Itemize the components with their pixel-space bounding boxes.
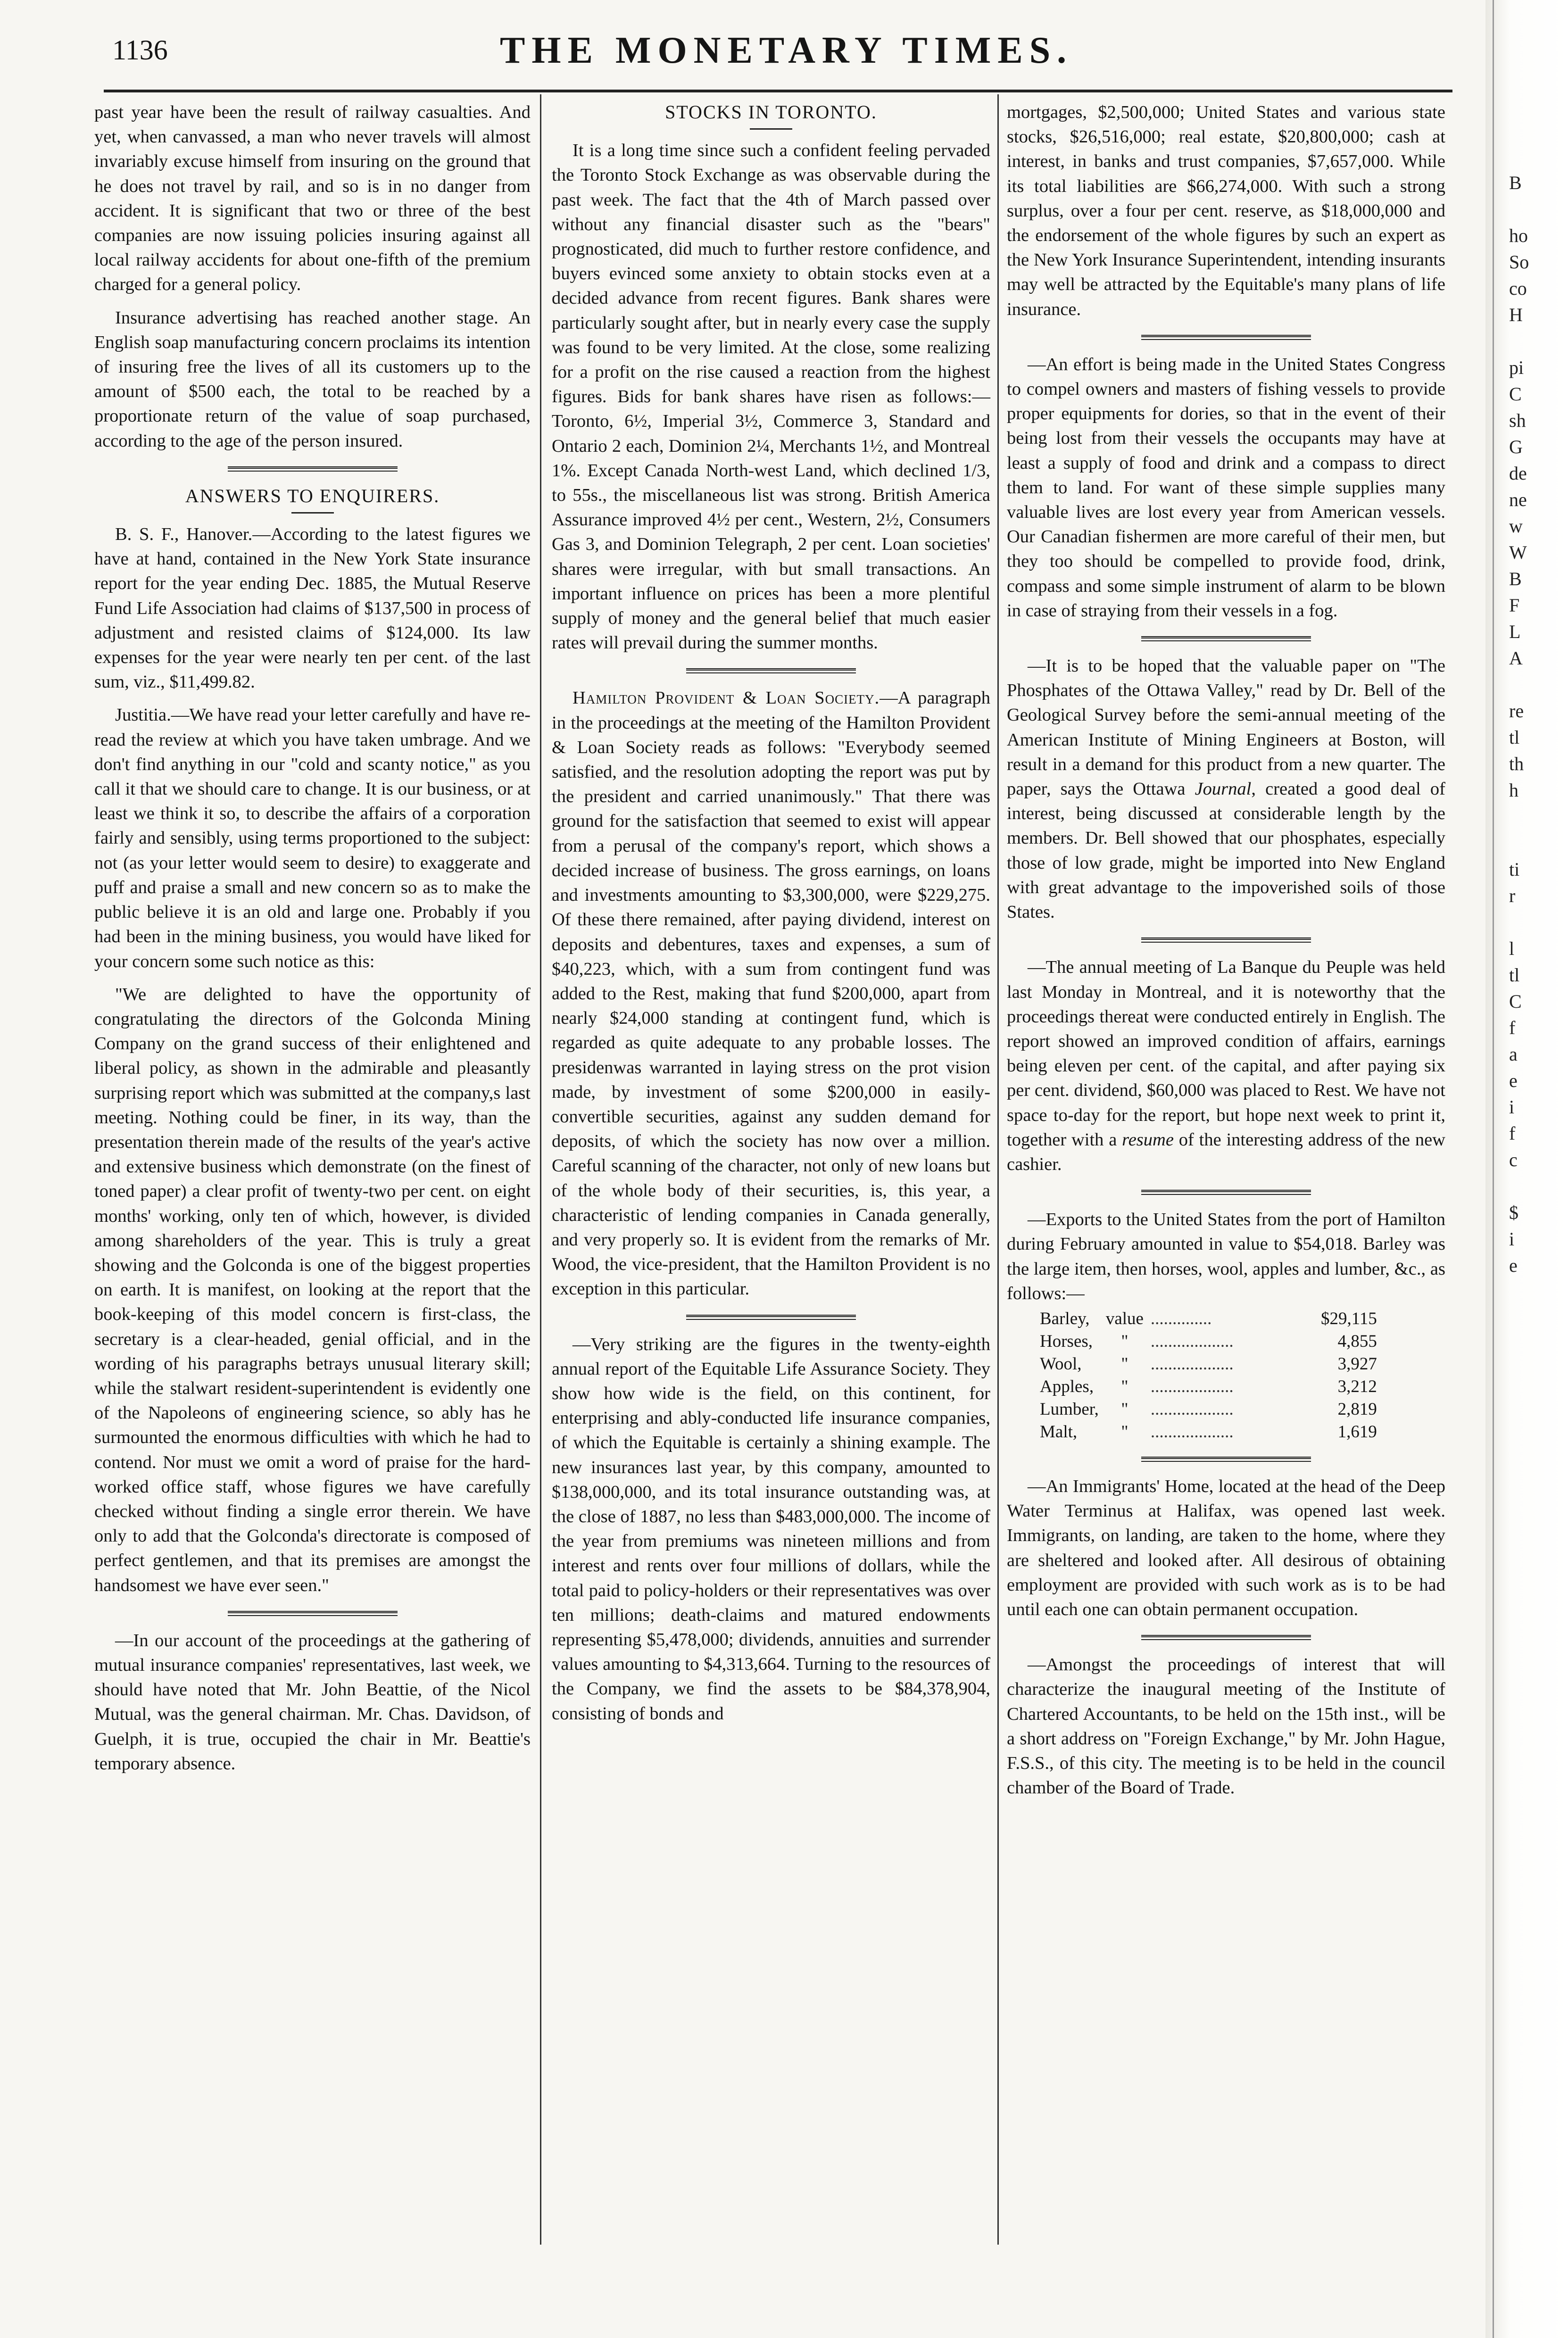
export-qualifier: " [1121,1399,1128,1419]
column-divider [540,94,541,2245]
edge-fragment: A [1509,647,1523,669]
section-separator [1141,1190,1311,1195]
paragraph-lead: Hamilton Provident & Loan Society. [572,688,880,708]
table-row [1040,1308,1377,1330]
edge-fragment: So [1509,251,1529,273]
export-qualifier: " [1121,1376,1128,1396]
paragraph: Justitia.—We have read your letter carefully and have re-read the review at which you have taken umbrage. And we don't find anything in our "cold and scanty notice," as you call it that we should care to change. It is our business, or at least we think it so, to describe the affairs of a corporation fairly and sensibly, using terms proportioned to the subject: not (as your letter would seem to desire) to exaggerate and puff and praise a small and new concern so as to make the public believe it is an old and large one. Probably if you had been in the mining business, you would have liked for your concern some such notice as this: [94,705,531,971]
edge-fragment: f [1509,1017,1516,1038]
export-amount: 1,619 [1337,1422,1377,1442]
edge-fragment: th [1509,753,1524,774]
paragraph: —Amongst the proceedings of interest that will characterize the inaugural meeting of the Institute of Chartered Accountants, to be held on the 15th inst., will be a short address on "Foreign Exchange," by Mr. John Hague, F.S.S., of this city. The meeting is to be held in the council chamber of the Board of Trade. [1007,1655,1445,1798]
paragraph [552,686,990,1301]
export-item: Horses, [1040,1331,1093,1351]
section-separator [1141,335,1311,340]
edge-fragment: B [1509,172,1522,193]
edge-fragment: l [1509,938,1515,959]
paragraph [1007,654,1445,924]
paragraph: —An Immigrants' Home, located at the head of the Deep Water Terminus at Halifax, was opened last week. Immigrants, on landing, are taken to the home, where they are sheltered and looked after. All desirous of obtaining employment are provided with such work as is to be had until each one can obtain permanent occupation. [1007,1476,1445,1619]
export-amount: 3,212 [1337,1376,1377,1396]
paragraph: —An effort is being made in the United States Congress to compel owners and masters of fishing vessels to provide proper equipments for dories, so that in the event of their being lost from their vessels the occupants may have at least a supply of food and drink and a compass to direct them to land. For want of these simple supplies many valuable lives are lost every year from American vessels. Our Canadian fishermen are more careful of their men, but they too should be compelled to provide food, drink, compass and some simple instrument of alarm to be blown in case of straying from their vessels in a fog. [1007,354,1445,621]
export-item: Malt, [1040,1422,1078,1442]
edge-fragment: ti [1509,859,1520,880]
leader-dots: ................... [1150,1354,1234,1374]
edge-fragment: C [1509,991,1522,1012]
page-number: 1136 [112,34,168,66]
edge-fragment [1509,830,1566,856]
edge-fragment: i [1509,1096,1515,1118]
section-separator [686,668,856,673]
paragraph [1007,955,1445,1177]
section-separator [1141,1457,1311,1462]
edge-fragment: L [1509,621,1521,642]
edge-fragment [1509,804,1566,830]
edge-fragment: C [1509,383,1522,405]
table-row [1040,1376,1377,1398]
leader-dots: ................... [1150,1399,1234,1419]
edge-fragment: i [1509,1228,1515,1250]
export-item: Lumber, [1040,1399,1099,1419]
paragraph: —In our account of the proceedings at the gathering of mutual insurance companies' representatives, last week, we should have noted that Mr. John Beattie, of the Nicol Mutual, was the general chairman. Mr. Chas. Davidson, of Guelph, it is true, occupied the chair in Mr. Beattie's temporary absence. [94,1630,531,1774]
edge-fragment: $ [1509,1202,1518,1223]
edge-fragment: a [1509,1044,1518,1065]
section-heading: STOCKS IN TORONTO. [665,101,877,123]
section-separator [1141,1635,1311,1640]
edge-fragment: de [1509,463,1527,484]
paragraph: B. S. F., Hanover.—According to the latest figures we have at hand, contained in the New York State insurance report for the year ending Dec. 1885, the Mutual Reserve Fund Life Association had claims of $137,500 in process of adjustment and resisted claims of $124,000. Its law expenses for the year were nearly ten per cent. of the last sum, viz., $11,499.82. [94,524,531,692]
paragraph: "We are delighted to have the opportunity of congratulating the directors of the Golconda Mining Company on the grand success of their enlightened and liberal policy, as shown in the admirable and pleasantly surprising report which was submitted at the company,s last meeting. Nothing could be finer, in its way, than the presentation therein made of the results of the year's active and extensive business which demonstrate (on the finest of toned paper) a clear profit of twenty-two per cent. on eight months' working, only ten of which, however, is divided among shareholders of the year. This is truly a great showing and the Golconda is one of the biggest properties on earth. It is manifest, on looking at the report that the book-keeping of this model concern is first-class, the secretary is a clear-headed, genial official, and in the wording of his paragraphs betrays unusual literary skill; while the stalwart resident-superintendent is evidently one of the Napoleons of engineering science, so ably has he surmounted the enormous difficulties with which he had to contend. Nor must we omit a word of praise for the hard-worked office staff, whose figures we have carefully checked without finding a single error therein. We have only to add that the Golconda's directorate is composed of perfect gentlemen, and that its premises are amongst the handsomest we have ever seen." [94,984,531,1595]
edge-fragment [1509,672,1566,698]
edge-fragment: H [1509,304,1523,325]
section-separator [1141,636,1311,641]
edge-fragment [1509,1173,1566,1200]
paragraph-text: of the interesting address of the new cashier. [1007,1129,1445,1174]
table-row [1040,1353,1377,1376]
leader-dots: ................... [1150,1376,1234,1396]
export-qualifier: value [1105,1309,1144,1328]
table-row [1040,1398,1377,1421]
table-row [1040,1421,1377,1443]
edge-fragment: tl [1509,964,1520,986]
edge-fragment [1509,328,1566,355]
adjacent-page-fragments [1509,170,1566,1279]
edge-fragment: sh [1509,410,1526,431]
heading-rule [750,128,792,130]
paragraph: —Very striking are the figures in the twenty-eighth annual report of the Equitable Life Assurance Society. They show how wide is the field, on this continent, for enterprising and ably-conducted life insurance companies, of which the Equitable is certainly a shining example. The new insurances last year, by this company, amounted to $138,000,000, and its total insurance outstanding was, at the close of 1887, no less than $483,000,000. The income of the year from premiums was nineteen millions and from interest and rents over four millions of dollars, while the total paid to policy-holders or their representatives was over ten millions; death-claims and matured endowments representing $5,478,000; dividends, annuities and surrender values amounting to $4,313,664. Turning to the resources of the Company, we find the assets to be $84,378,904, consisting of bonds and [552,1334,990,1724]
export-item: Wool, [1040,1354,1082,1374]
section-separator [1141,937,1311,943]
italic-text: resume [1122,1129,1174,1150]
heading-rule [291,512,334,514]
edge-fragment: G [1509,436,1523,457]
edge-fragment: W [1509,542,1527,563]
edge-fragment: e [1509,1255,1518,1276]
paragraph-text: —The annual meeting of La Banque du Peuple was held last Monday in Montreal, and it is noteworthy that the proceedings thereat were conducted entirely in English. The report showed an improved condition of affairs, earnings being eleven per cent. of the capital, and after paying six per cent. dividend, $60,000 was placed to Rest. We have not space to-day for the report, but hope next week to print it, together with a [1007,957,1445,1150]
leader-dots: .............. [1150,1309,1212,1328]
edge-fragment: e [1509,1070,1518,1091]
export-qualifier: " [1121,1331,1128,1351]
export-item: Barley, [1040,1309,1090,1328]
edge-fragment: ho [1509,225,1528,246]
edge-fragment: F [1509,595,1520,616]
paragraph: —Exports to the United States from the port of Hamilton during February amounted in value to $54,018. Barley was the large item, then horses, wool, apples and lumber, &c., as follows:— [1007,1210,1445,1303]
edge-fragment: B [1509,568,1522,589]
table-row [1040,1330,1377,1353]
export-amount: 3,927 [1337,1354,1377,1374]
paragraph: Insurance advertising has reached another stage. An English soap manufacturing concern proclaims its intention of insuring free the lives of all its customers up to the amount of $500 each, the total to be reached by a proportionate return of the value of soap purchased, according to the age of the person insured. [94,307,531,451]
column-1 [94,100,531,1776]
column-divider [997,94,999,2245]
edge-fragment: w [1509,515,1523,537]
paragraph-text: —It is to be hoped that the valuable paper on "The Phosphates of the Ottawa Valley," read by Dr. Bell of the Geological Survey before the semi-annual meeting of the American Institute of Mining Engineers at Boston, will result in a demand for this product from a new quarter. The paper, says the Ottawa [1007,656,1445,799]
paragraph: It is a long time since such a confident feeling pervaded the Toronto Stock Exchange as was observable during the past week. The fact that the 4th of March passed over without any financial disaster such as the "bears" prognosticated, did much to further restore confidence, and buyers evinced some anxiety to obtain stocks even at a decided advance from recent figures. Bank shares were particularly sought after, but in nearly every case the supply was found to be very limited. At the close, some realizing for a profit on the rise caused a reaction from the highest figures. Bids for bank shares have risen as follows:—Toronto, 6½, Imperial 3½, Commerce 3, Standard and Ontario 2 each, Dominion 2¼, Merchants 1½, and Montreal 1%. Except Canada North-west Land, which declined 1/3, to 55s., the miscellaneous list was strong. British America Assurance improved 4½ per cent., Western, 2½, Consumers Gas 3, and Dominion Telegraph, 2 per cent. Loan societies' shares were irregular, with but small transactions. An important influence on prices has been a more plentiful supply of money and the general belief that much easier rates will prevail during the summer months. [552,141,990,653]
edge-fragment [1509,196,1566,223]
export-qualifier: " [1121,1422,1128,1442]
binding-line [1493,0,1494,2338]
export-amount: $29,115 [1321,1309,1377,1328]
edge-fragment: h [1509,779,1518,801]
edge-fragment: f [1509,1123,1516,1144]
column-3 [1007,100,1445,1800]
section-heading: ANSWERS TO ENQUIRERS. [185,485,440,506]
header-rule [104,90,1452,92]
edge-fragment: pi [1509,357,1524,378]
export-qualifier: " [1121,1354,1128,1374]
edge-fragment: co [1509,278,1527,299]
section-separator [228,466,398,472]
column-2 [552,100,990,1726]
edge-fragment: r [1509,885,1516,906]
paragraph-body: —A paragraph in the proceedings at the meeting of the Hamilton Provident & Loan Society reads as follows: "Everybody seemed satisfied, and the resolution adopting the report was put by the president and carried unanimously." That there was ground for the satisfaction that seemed to exist will appear from a perusal of the company's report, which shows a decided increase of business. The gross earnings, on loans and investments amounting to $3,300,000, were $229,275. Of these there remained, after paying dividend, interest on deposits and debentures, taxes and expenses, a sum of $40,223, which, with a sum from contingent fund was added to the Rest, making that fund $200,000, apart from nearly $24,000 standing at contingent fund, which is regarded as quite adequate to any probable losses. The presidenwas warranted in laying stress on the prot vision made, by investment of some $200,000 in easily-convertible securities, against any sudden demand for deposits, of which the society has now over a million. Careful scanning of the character, not only of new loans but of the whole body of their securities, is, this year, a characteristic of lending companies in Canada generally, and very properly so. It is evident from the remarks of Mr. Wood, the vice-president, that the Hamilton Provident is no exception in this particular. [552,688,990,1299]
paragraph-text: , created a good deal of interest, being discussed at considerable length by the members. Dr. Bell showed that our phosphates, especially those of low grade, might be imported into New England with great advantage to the impoverished soils of those States. [1007,779,1445,922]
edge-fragment: ne [1509,489,1527,510]
section-separator [228,1611,398,1616]
export-amount: 2,819 [1337,1399,1377,1419]
section-separator [686,1315,856,1320]
exports-table [1040,1308,1377,1443]
export-item: Apples, [1040,1376,1094,1396]
italic-text: Journal [1195,779,1252,799]
leader-dots: ................... [1150,1422,1234,1442]
paragraph: mortgages, $2,500,000; United States and various state stocks, $26,516,000; real estate, $20,800,000; cash at interest, in banks and trust companies, $7,657,000. While its total liabilities are $66,274,000. With such a strong surplus, over a four per cent. reserve, as $18,000,000 and the endorsement of the whole figures by such an expert as the New York Insurance Superintendent, intending insurants may well be attracted by the Equitable's many plans of life insurance. [1007,102,1445,319]
paragraph: past year have been the result of railway casualties. And yet, when canvassed, a man who never travels will almost invariably excuse himself from insuring on the ground that he does not travel by rail, and so is in no danger from accident. It is significant that two or three of the best companies are now issuing policies insuring against all local railway accidents for about one-fifth of the premium charged for a general policy. [94,102,531,295]
export-amount: 4,855 [1337,1331,1377,1351]
edge-fragment [1509,909,1566,936]
edge-fragment: c [1509,1149,1518,1170]
edge-fragment: tl [1509,727,1520,748]
masthead-title: THE MONETARY TIMES. [500,30,1073,71]
leader-dots: ................... [1150,1331,1234,1351]
edge-fragment: re [1509,700,1524,721]
